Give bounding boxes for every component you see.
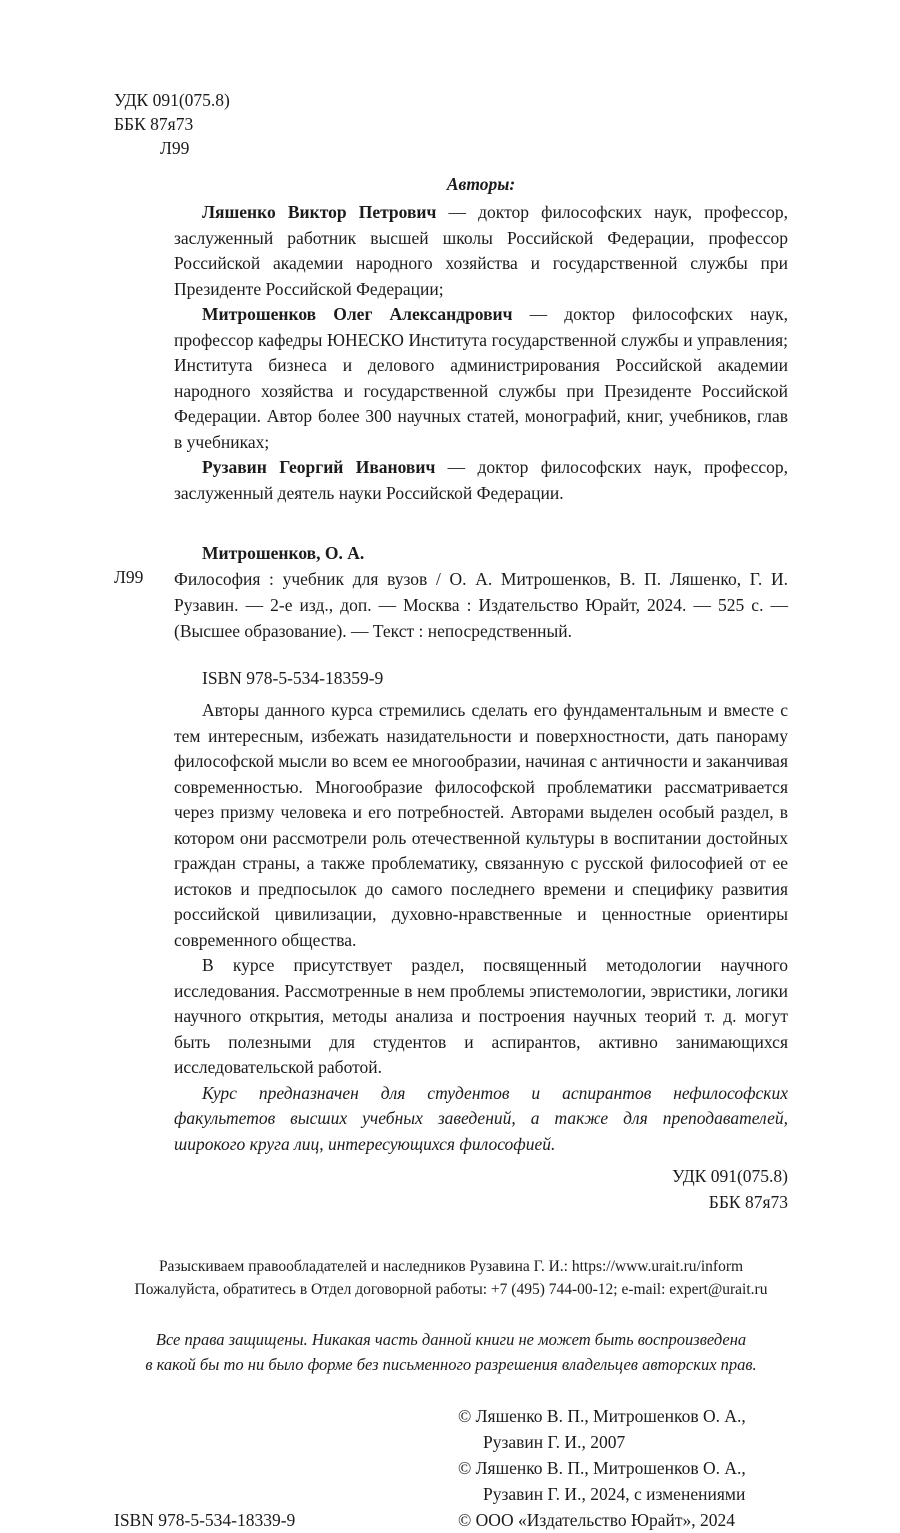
author-credentials: — доктор философских наук, профессор, заслуженный работник высшей школы Российской Федерации, профессор Российской академии народного хозяйства и государственной службы при Президенте Российской Федерации; [174,202,788,299]
annotation [174,698,788,1157]
bib-author: Митрошенков, О. А. [202,543,365,563]
bib-description: Философия : учебник для вузов / О. А. Митрошенков, В. П. Ляшенко, Г. И. Рузавин. — 2-е изд., доп. — Москва : Издательство Юрайт, 2024. — 525 с. — (Высшее образование). — Текст : непосредственный. [174,569,788,641]
bbk-code-bottom: ББК 87я73 [708,1192,788,1212]
copyright-line: Рузавин Г. И., 2024, с изменениями [483,1484,746,1504]
isbn-edition: ISBN 978-5-534-18359-9 [202,668,384,688]
legal-line-2: в какой бы то ни было форме без письменного разрешения владельцев авторских прав. [145,1355,757,1374]
annotation-paragraph-1: Авторы данного курса стремились сделать его фундаментальным и вместе с тем интересным, избежать назидательности и поверхностности, дать панораму философской мысли во всем ее многообразии, начиная с античности и заканчивая современностью. Многообразие философской проблематики рассматривается через призму человека и его потребностей. Авторами выделен особый раздел, в котором они рассмотрели роль отечественной культуры в воспитании достойных граждан страны, а также проблематику, связанную с русской философией от ее истоков и предпосылок до самого последнего времени и специфику развития российской цивилизации, духовно-нравственные и ценностные ориентиры современного общества. [174,700,788,950]
author-name: Митрошенков Олег Александрович [202,304,513,324]
copyright-line: Рузавин Г. И., 2007 [483,1432,626,1452]
legal-notice [114,1327,788,1377]
copyright-line: © Ляшенко В. П., Митрошенков О. А., [458,1406,746,1426]
copyright-entry [458,1455,788,1507]
bbk-code-top: ББК 87я73 [114,114,194,134]
annotation-audience: Курс предназначен для студентов и аспирантов нефилософских факультетов высших учебных заведений, а также для преподавателей, широкого круга лиц, интересующихся философией. [174,1082,788,1154]
main-text-column [114,172,788,1215]
author-name: Ляшенко Виктор Петрович [202,202,437,222]
author-credentials: — доктор философских наук, профессор кафедры ЮНЕСКО Института государственной службы и управления; Института бизнеса и делового администрирования Российской академии народного хозяйства и государственной службы при Президенте Российской Федерации. Автор более 300 научных статей, монографий, книг, учебников, глав в учебниках; [174,304,788,452]
classification-codes [114,88,788,160]
udk-code-bottom: УДК 091(075.8) [672,1166,788,1186]
isbn-print: ISBN 978-5-534-18339-9 [114,1510,296,1530]
bibliographic-record [114,540,788,644]
bottom-row [114,1403,788,1533]
copyright-entry [458,1403,788,1455]
udk-code-top: УДК 091(075.8) [114,90,230,110]
author-entry [174,455,788,506]
copyright-line: © Ляшенко В. П., Митрошенков О. А., [458,1458,746,1478]
author-name: Рузавин Георгий Иванович [202,457,436,477]
author-entry [174,200,788,302]
author-sign-code-margin: Л99 [114,567,144,587]
rights-holder-notice [114,1255,788,1301]
authors-heading: Авторы: [446,174,516,194]
author-credentials: — доктор философских наук, профессор, заслуженный деятель науки Российской Федерации. [174,457,788,503]
rights-holder-line-1: Разыскиваем правообладателей и наследников Рузавина Г. И.: https://www.urait.ru/inform [158,1258,744,1275]
copyright-entry [458,1507,788,1533]
legal-line-1: Все права защищены. Никакая часть данной книги не может быть воспроизведена [155,1330,747,1349]
copyright-block [458,1403,788,1533]
copyright-line: © ООО «Издательство Юрайт», 2024 [458,1510,735,1530]
annotation-paragraph-2: В курсе присутствует раздел, посвященный методологии научного исследования. Рассмотренные в нем проблемы эпистемологии, эвристики, логики научного открытия, методы анализа и построения научных теорий т. д. могут быть полезными для студентов и аспирантов, активно занимающихся исследовательской работой. [174,955,788,1077]
rights-holder-line-2: Пожалуйста, обратитесь в Отдел договорной работы: +7 (495) 744-00-12; e-mail: expert@urait.ru [134,1281,768,1298]
author-entry [174,302,788,455]
author-sign-code-top: Л99 [160,138,190,158]
classification-codes-bottom [174,1163,788,1215]
